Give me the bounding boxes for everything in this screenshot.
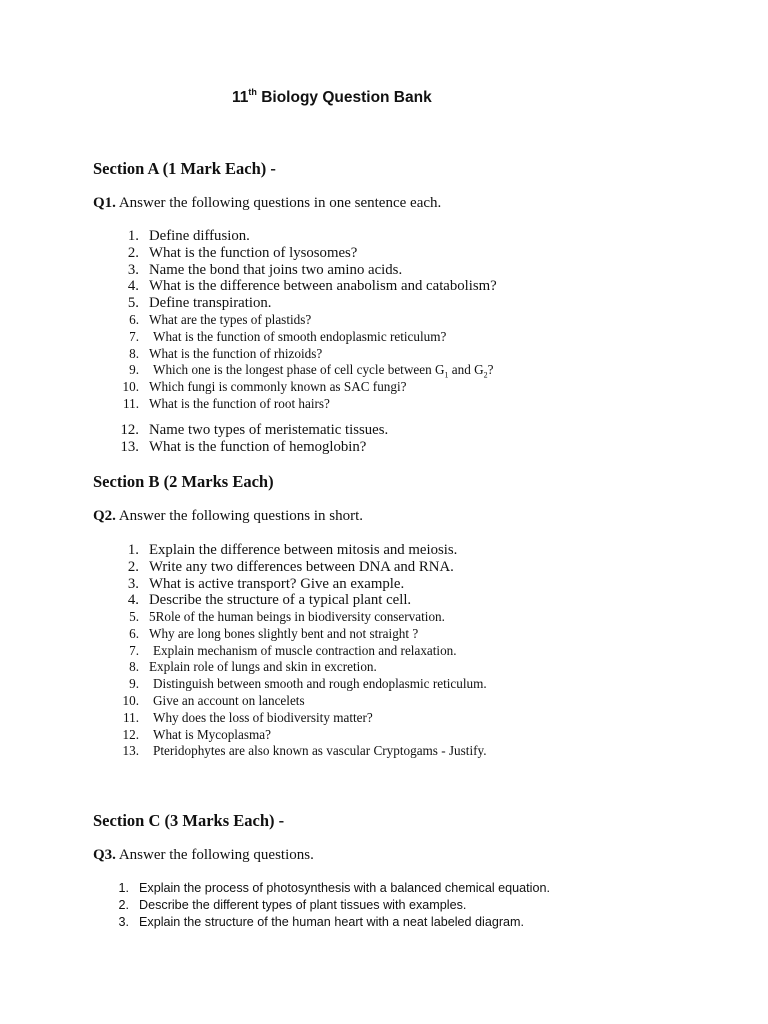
- item-number: 8.: [129, 345, 139, 361]
- title-text: Biology Question Bank: [256, 89, 432, 107]
- item-number: 3.: [127, 261, 139, 278]
- item-text: Distinguish between smooth and rough endoplasmic reticulum.: [153, 676, 487, 692]
- item-number: 7.: [129, 642, 139, 658]
- section-a-heading: Section A (1 Mark Each) -: [93, 159, 276, 178]
- item-text-part: Which one is the longest phase of cell cycle between G: [153, 362, 445, 378]
- item-number: 1.: [118, 881, 129, 895]
- question-text: Answer the following questions.: [115, 847, 314, 863]
- item-text: What is the difference between anabolism and catabolism?: [149, 278, 497, 295]
- question-label: Q3.: [93, 847, 116, 863]
- item-text: What is active transport? Give an example.: [149, 575, 405, 592]
- item-text: Why are long bones slightly bent and not straight ?: [149, 625, 419, 641]
- subscript: 1: [444, 371, 449, 381]
- item-number: 6.: [129, 312, 139, 327]
- item-text: What is the function of hemoglobin?: [149, 438, 367, 455]
- question-label: Q2.: [93, 508, 116, 524]
- item-text: Why does the loss of biodiversity matter?: [153, 709, 373, 725]
- item-number: 12.: [122, 726, 139, 742]
- item-number: 6.: [129, 625, 139, 641]
- section-b-question: [93, 508, 363, 525]
- item-text: Explain the structure of the human heart with a neat labeled diagram.: [139, 914, 525, 929]
- item-number: 4.: [127, 278, 139, 295]
- item-number: 11.: [123, 709, 139, 725]
- item-text-part: and G: [448, 362, 484, 378]
- item-number: 8.: [129, 659, 139, 675]
- item-number: 13.: [122, 743, 139, 759]
- item-text: What is the function of root hairs?: [149, 395, 330, 411]
- item-text: What are the types of plastids?: [149, 312, 312, 327]
- item-text: 5Role of the human beings in biodiversity conservation.: [149, 609, 445, 624]
- item-number: 2.: [118, 897, 129, 912]
- item-text: Name two types of meristematic tissues.: [149, 422, 389, 438]
- item-text: Explain the process of photosynthesis with a balanced chemical equation.: [139, 881, 550, 895]
- title-number: 11: [232, 89, 249, 107]
- item-text: Define transpiration.: [149, 295, 272, 312]
- item-text: Pteridophytes are also known as vascular Cryptogams - Justify.: [153, 743, 487, 759]
- item-text: What is the function of lysosomes?: [149, 244, 358, 261]
- item-text: Write any two differences between DNA and RNA.: [149, 558, 454, 575]
- item-number: 1.: [127, 542, 139, 558]
- question-label: Q1.: [93, 195, 116, 211]
- item-number: 1.: [127, 228, 139, 244]
- item-text: Give an account on lancelets: [153, 692, 305, 708]
- item-number: 10.: [122, 692, 139, 708]
- section-b-heading: Section B (2 Marks Each): [93, 472, 274, 491]
- item-number: 13.: [120, 438, 139, 455]
- item-number: 12.: [120, 422, 139, 438]
- item-number: 2.: [127, 244, 139, 261]
- item-text: Name the bond that joins two amino acids.: [149, 261, 403, 278]
- question-text: Answer the following questions in short.: [115, 508, 363, 524]
- item-number: 5.: [127, 295, 139, 312]
- item-number: 3.: [118, 914, 129, 929]
- item-text-part: ?: [487, 362, 494, 378]
- section-a-question: [93, 195, 441, 212]
- item-text: Describe the different types of plant tissues with examples.: [139, 897, 467, 912]
- item-text: Explain role of lungs and skin in excretion.: [149, 659, 377, 675]
- item-number: 5.: [129, 609, 139, 624]
- item-number: 7.: [129, 328, 139, 344]
- document-title: [232, 88, 432, 107]
- item-number: 10.: [122, 379, 139, 395]
- item-text: Define diffusion.: [149, 228, 250, 244]
- item-text: Which fungi is commonly known as SAC fungi?: [149, 379, 407, 395]
- item-text: Describe the structure of a typical plant cell.: [149, 592, 412, 609]
- item-text: What is the function of rhizoids?: [149, 345, 323, 361]
- item-text: Explain mechanism of muscle contraction and relaxation.: [153, 642, 457, 658]
- item-number: 9.: [129, 362, 139, 378]
- section-c-question: [93, 847, 314, 864]
- item-number: 9.: [129, 676, 139, 692]
- item-text: What is Mycoplasma?: [153, 726, 271, 742]
- subscript: 2: [483, 371, 488, 381]
- item-number: 2.: [127, 558, 139, 575]
- question-text: Answer the following questions in one sentence each.: [115, 195, 442, 211]
- item-text: What is the function of smooth endoplasmic reticulum?: [153, 328, 447, 344]
- item-number: 4.: [127, 592, 139, 609]
- section-c-heading: Section C (3 Marks Each) -: [93, 811, 285, 830]
- item-text: Explain the difference between mitosis and meiosis.: [149, 542, 458, 558]
- item-number: 11.: [123, 395, 139, 411]
- title-superscript: th: [248, 87, 257, 97]
- item-number: 3.: [127, 575, 139, 592]
